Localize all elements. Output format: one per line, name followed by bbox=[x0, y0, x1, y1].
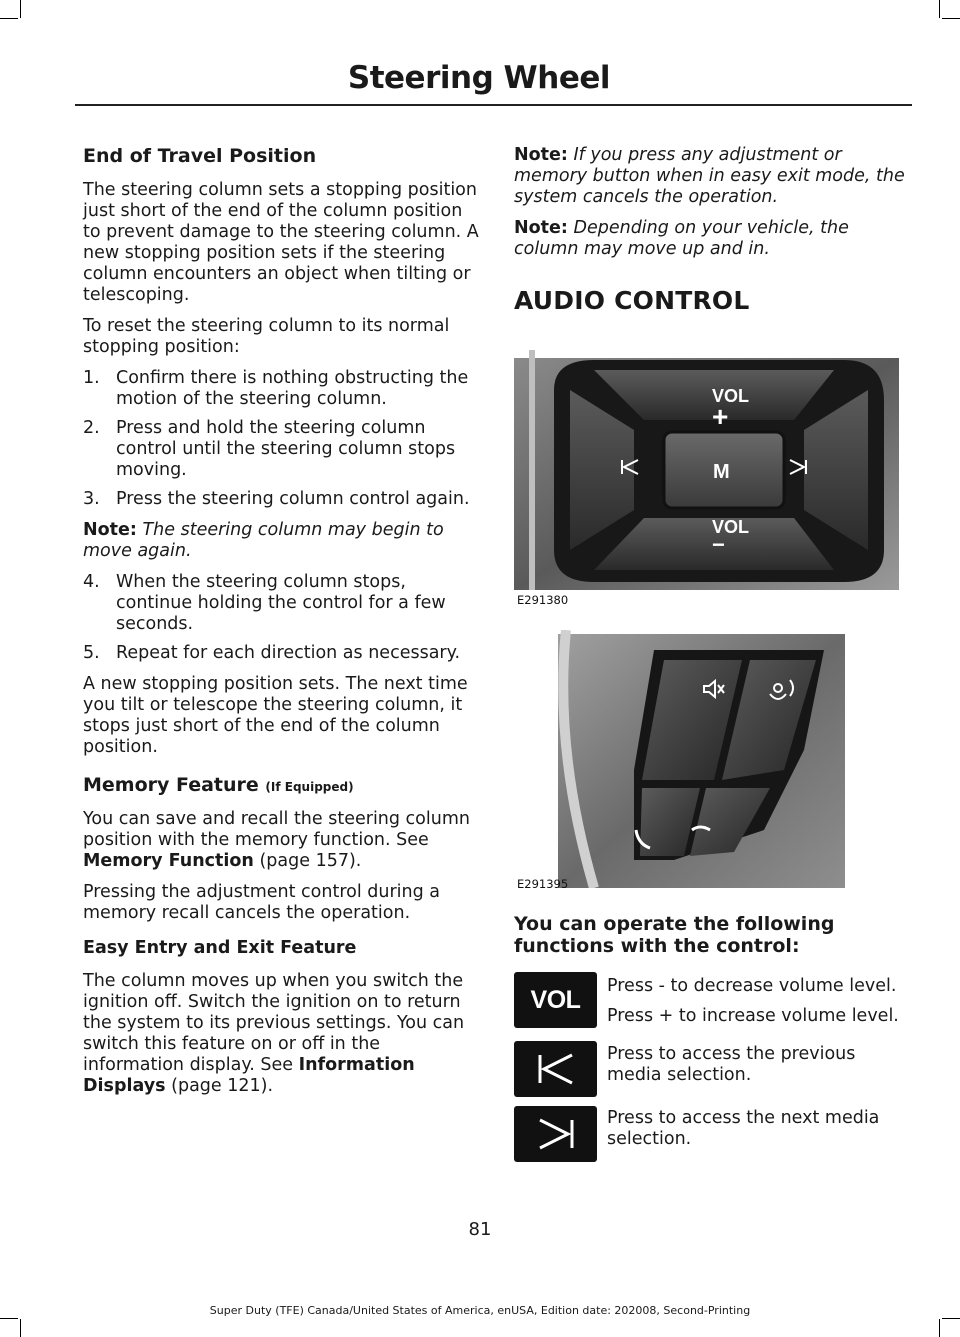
paragraph: The steering column sets a stopping position just short of the end of the column position to prevent damage to the steering column. A new stopping position sets if the steering column encounters an object when tilting or telescoping. bbox=[83, 179, 479, 305]
audio-control-illustration bbox=[514, 350, 899, 590]
paragraph: You can save and recall the steering column position with the memory function. See Memory Function (page 157). bbox=[83, 808, 470, 871]
page-number: 81 bbox=[468, 1219, 492, 1240]
right-column bbox=[514, 145, 912, 315]
note: Note: The steering column may begin to move again. bbox=[83, 519, 444, 561]
steps-list bbox=[83, 368, 483, 510]
next-track-icon bbox=[534, 1116, 578, 1152]
paragraph: A new stopping position sets. The next time you tilt or telescope the steering column, it stops just short of the end of the column position. bbox=[83, 673, 468, 757]
vol-down-label: VOL bbox=[712, 517, 750, 537]
page-title: Steering Wheel bbox=[347, 60, 610, 96]
control-description: Press to access the next media selection. bbox=[607, 1108, 880, 1149]
crop-mark bbox=[942, 18, 960, 19]
minus-label: − bbox=[712, 532, 725, 557]
audio-control-figure bbox=[514, 350, 899, 590]
previous-icon-box bbox=[514, 1041, 597, 1097]
figure-caption: E291380 bbox=[517, 593, 569, 607]
paragraph: Pressing the adjustment control during a memory recall cancels the operation. bbox=[83, 881, 441, 923]
crop-mark bbox=[942, 1318, 960, 1319]
memory-function-link[interactable]: Memory Function bbox=[83, 850, 254, 871]
phone-control-illustration bbox=[514, 630, 845, 888]
paragraph: To reset the steering column to its normal stopping position: bbox=[83, 315, 450, 357]
information-displays-link[interactable]: Information Displays bbox=[83, 1054, 415, 1096]
vol-icon: VOL bbox=[530, 985, 581, 1014]
header-rule bbox=[75, 104, 912, 106]
figure-caption: E291395 bbox=[517, 877, 569, 891]
mode-label: M bbox=[713, 461, 730, 483]
list-item: 4. When the steering column stops, continue holding the control for a few seconds. bbox=[83, 571, 446, 634]
crop-mark bbox=[939, 1319, 940, 1337]
crop-mark bbox=[20, 1319, 21, 1337]
crop-mark bbox=[20, 0, 21, 18]
list-item: 5. Repeat for each direction as necessary. bbox=[83, 642, 461, 663]
vol-icon-box bbox=[514, 972, 597, 1028]
crop-mark bbox=[0, 1318, 18, 1319]
list-item: 3. Press the steering column control again. bbox=[83, 488, 470, 509]
section-heading-memory: Memory Feature (If Equipped) bbox=[83, 773, 354, 796]
section-heading-end-of-travel: End of Travel Position bbox=[83, 145, 317, 167]
section-heading-easy-entry: Easy Entry and Exit Feature bbox=[83, 937, 357, 958]
plus-label: + bbox=[712, 401, 729, 432]
note: Note: If you press any adjustment or memory button when in easy exit mode, the system cancels the operation. bbox=[514, 145, 905, 207]
paragraph: The column moves up when you switch the ignition off. Switch the ignition on to return the system to its previous settings. You can switch this feature on or off in the information display. See Information Displays (page 121). bbox=[83, 970, 465, 1096]
section-heading-audio-control: AUDIO CONTROL bbox=[514, 286, 750, 315]
control-description: Press to access the previous media selection. bbox=[607, 1044, 856, 1085]
list-item: 1. Confirm there is nothing obstructing the motion of the steering column. bbox=[83, 367, 469, 409]
crop-mark bbox=[0, 18, 18, 19]
note: Note: Depending on your vehicle, the column may move up and in. bbox=[514, 218, 849, 259]
next-icon-box bbox=[514, 1106, 597, 1162]
footer-text: Super Duty (TFE) Canada/United States of America, enUSA, Edition date: 202008, Second-Printing bbox=[209, 1304, 751, 1317]
control-description: Press - to decrease volume level. bbox=[607, 976, 897, 996]
previous-track-icon bbox=[534, 1051, 578, 1087]
left-column bbox=[83, 145, 483, 1107]
phone-control-figure bbox=[514, 630, 845, 888]
control-description: Press + to increase volume level. bbox=[607, 1006, 899, 1026]
list-item: 2. Press and hold the steering column control until the steering column stops moving. bbox=[83, 417, 456, 480]
controls-heading: You can operate the following functions with the control: bbox=[514, 913, 835, 957]
crop-mark bbox=[939, 0, 940, 18]
vol-up-label: VOL bbox=[712, 386, 750, 406]
steps-list bbox=[83, 572, 483, 664]
